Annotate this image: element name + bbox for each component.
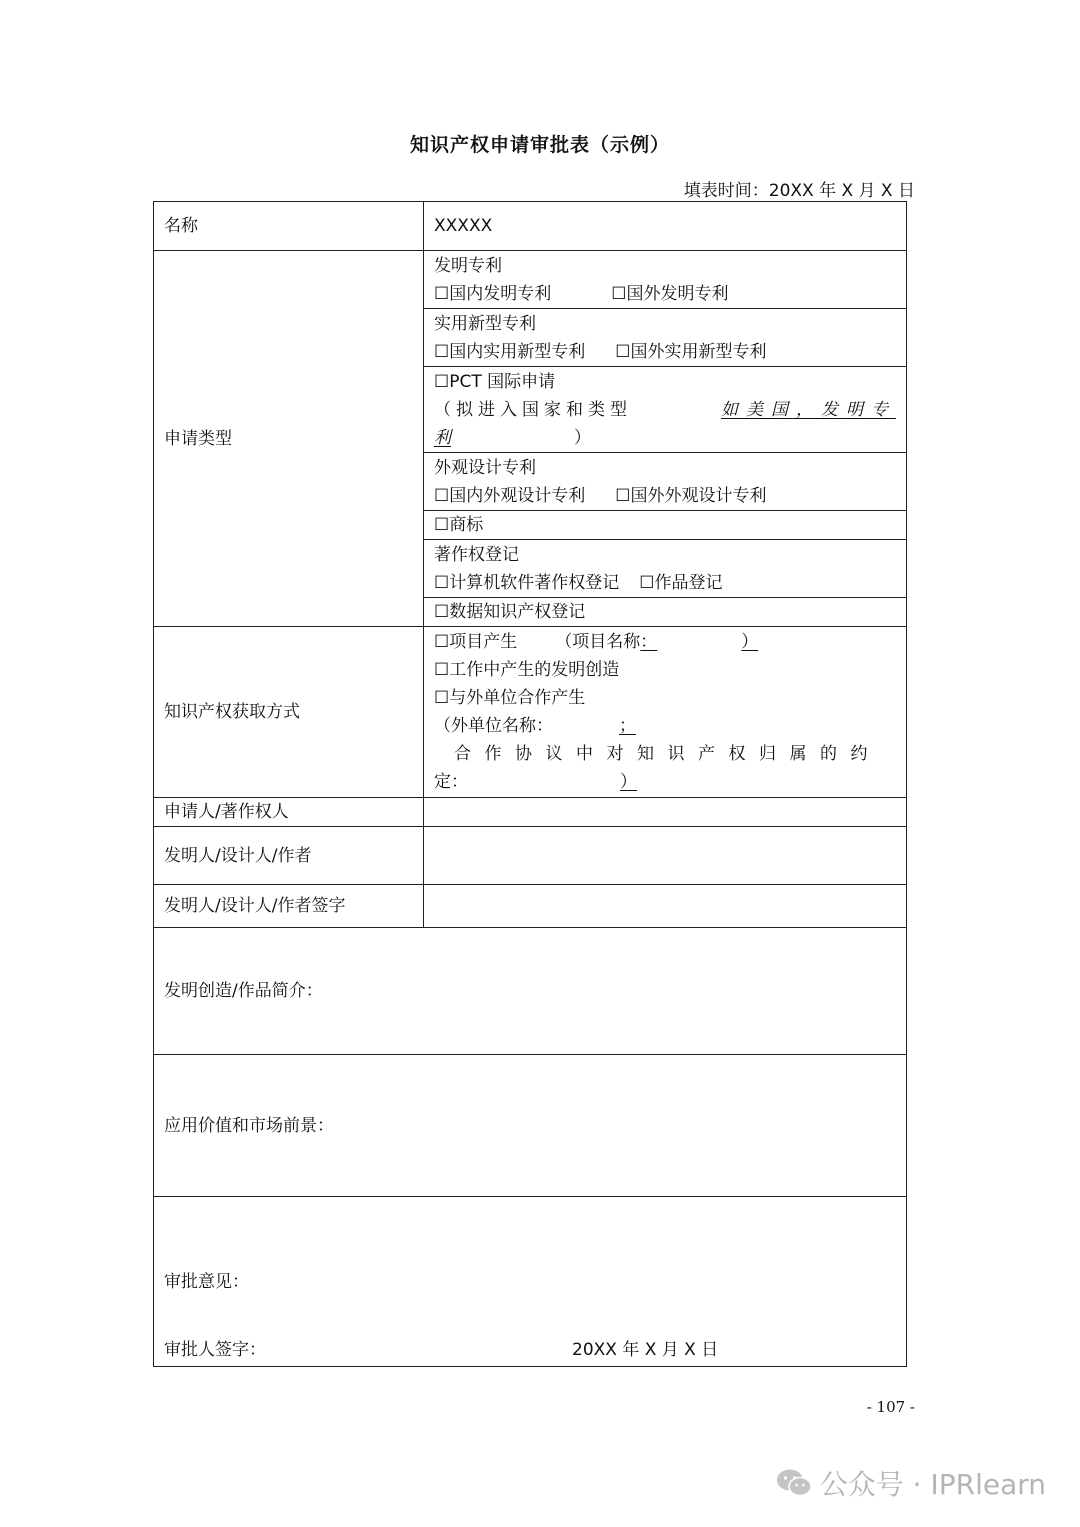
utility-foreign-checkbox[interactable]: ☐国外实用新型专利 (615, 341, 767, 362)
work-duty-checkbox[interactable]: ☐工作中产生的发明创造 (434, 660, 620, 680)
applicant-value[interactable] (424, 798, 907, 827)
watermark-text: 公众号 · IPRlearn (819, 1468, 1046, 1501)
approval-label: 审批意见： (164, 1271, 249, 1292)
signature-value[interactable] (424, 885, 907, 928)
approval-cell[interactable] (154, 1197, 907, 1367)
intro-cell[interactable] (154, 928, 907, 1055)
intro-label: 发明创造/作品简介： (164, 981, 323, 1001)
pct-note-example-tail[interactable]: 利 (434, 427, 451, 448)
row-value (154, 1055, 907, 1197)
partner-prefix: （外单位名称： (434, 716, 553, 736)
signature-label: 发明人/设计人/作者签字 (154, 885, 424, 928)
applicant-label: 申请人/著作权人 (154, 798, 424, 827)
approval-signer: 审批人签字： (164, 1340, 266, 1360)
project-name-input[interactable]: ： ） (640, 632, 759, 652)
row-type-invention (154, 251, 907, 309)
invention-head: 发明专利 (434, 255, 502, 276)
row-signature (154, 885, 907, 928)
project-name-prefix: （项目名称 (555, 632, 641, 652)
page-number: - 107 - (866, 1398, 915, 1416)
design-head: 外观设计专利 (434, 457, 536, 478)
row-acquire (154, 627, 907, 798)
agreement-line (434, 740, 896, 768)
design-foreign-checkbox[interactable]: ☐国外外观设计专利 (615, 485, 767, 506)
invention-foreign-checkbox[interactable]: ☐国外发明专利 (611, 283, 729, 304)
inventor-label: 发明人/设计人/作者 (154, 827, 424, 885)
data-ip-checkbox[interactable]: ☐数据知识产权登记 (424, 598, 907, 627)
design-cell (424, 453, 907, 511)
copyright-cell (424, 540, 907, 598)
type-label: 申请类型 (154, 251, 424, 627)
value-label: 应用价值和市场前景： (164, 1115, 334, 1136)
pct-note-suffix: ） (574, 427, 591, 448)
trademark-checkbox[interactable]: ☐商标 (424, 511, 907, 540)
cooperation-checkbox[interactable]: ☐与外单位合作产生 (434, 688, 586, 708)
agreement-tail: 定： (434, 772, 468, 792)
approval-form-table (153, 201, 907, 1367)
project-checkbox[interactable]: ☐项目产生 (434, 632, 518, 652)
invention-domestic-checkbox[interactable]: ☐国内发明专利 (434, 283, 552, 304)
row-name (154, 202, 907, 251)
design-domestic-checkbox[interactable]: ☐国内外观设计专利 (434, 485, 586, 506)
pct-note-prefix: （拟进入国家和类型 (434, 399, 632, 420)
pct-note-example[interactable]: 如美国，发明专 (721, 399, 896, 420)
pct-cell (424, 367, 907, 453)
software-checkbox[interactable]: ☐计算机软件著作权登记 (434, 572, 620, 593)
watermark (776, 1463, 1046, 1503)
approval-date: 20XX 年 X 月 X 日 (572, 1340, 719, 1360)
name-value[interactable]: XXXXX (424, 202, 907, 251)
works-checkbox[interactable]: ☐作品登记 (639, 572, 723, 593)
inventor-value[interactable] (424, 827, 907, 885)
page-title: 知识产权申请审批表（示例） (409, 134, 670, 156)
acquire-cell (424, 627, 907, 798)
pct-checkbox[interactable]: ☐PCT 国际申请 (434, 371, 556, 392)
name-label: 名称 (154, 202, 424, 251)
row-applicant (154, 798, 907, 827)
row-approval (154, 1197, 907, 1367)
utility-cell (424, 309, 907, 367)
acquire-label: 知识产权获取方式 (154, 627, 424, 798)
fill-date: 填表时间：20XX 年 X 月 X 日 (683, 181, 915, 201)
agreement-input[interactable]: ） (620, 772, 637, 792)
agreement-text: 合作协议中对知识产权归属的约 (454, 744, 881, 764)
invention-cell (424, 251, 907, 309)
partner-name-input[interactable]: ； (619, 716, 636, 736)
utility-head: 实用新型专利 (434, 313, 536, 334)
utility-domestic-checkbox[interactable]: ☐国内实用新型专利 (434, 341, 586, 362)
wechat-icon (776, 1468, 812, 1498)
value-cell[interactable] (154, 1055, 907, 1197)
row-inventor (154, 827, 907, 885)
copyright-head: 著作权登记 (434, 544, 519, 565)
row-intro (154, 928, 907, 1055)
